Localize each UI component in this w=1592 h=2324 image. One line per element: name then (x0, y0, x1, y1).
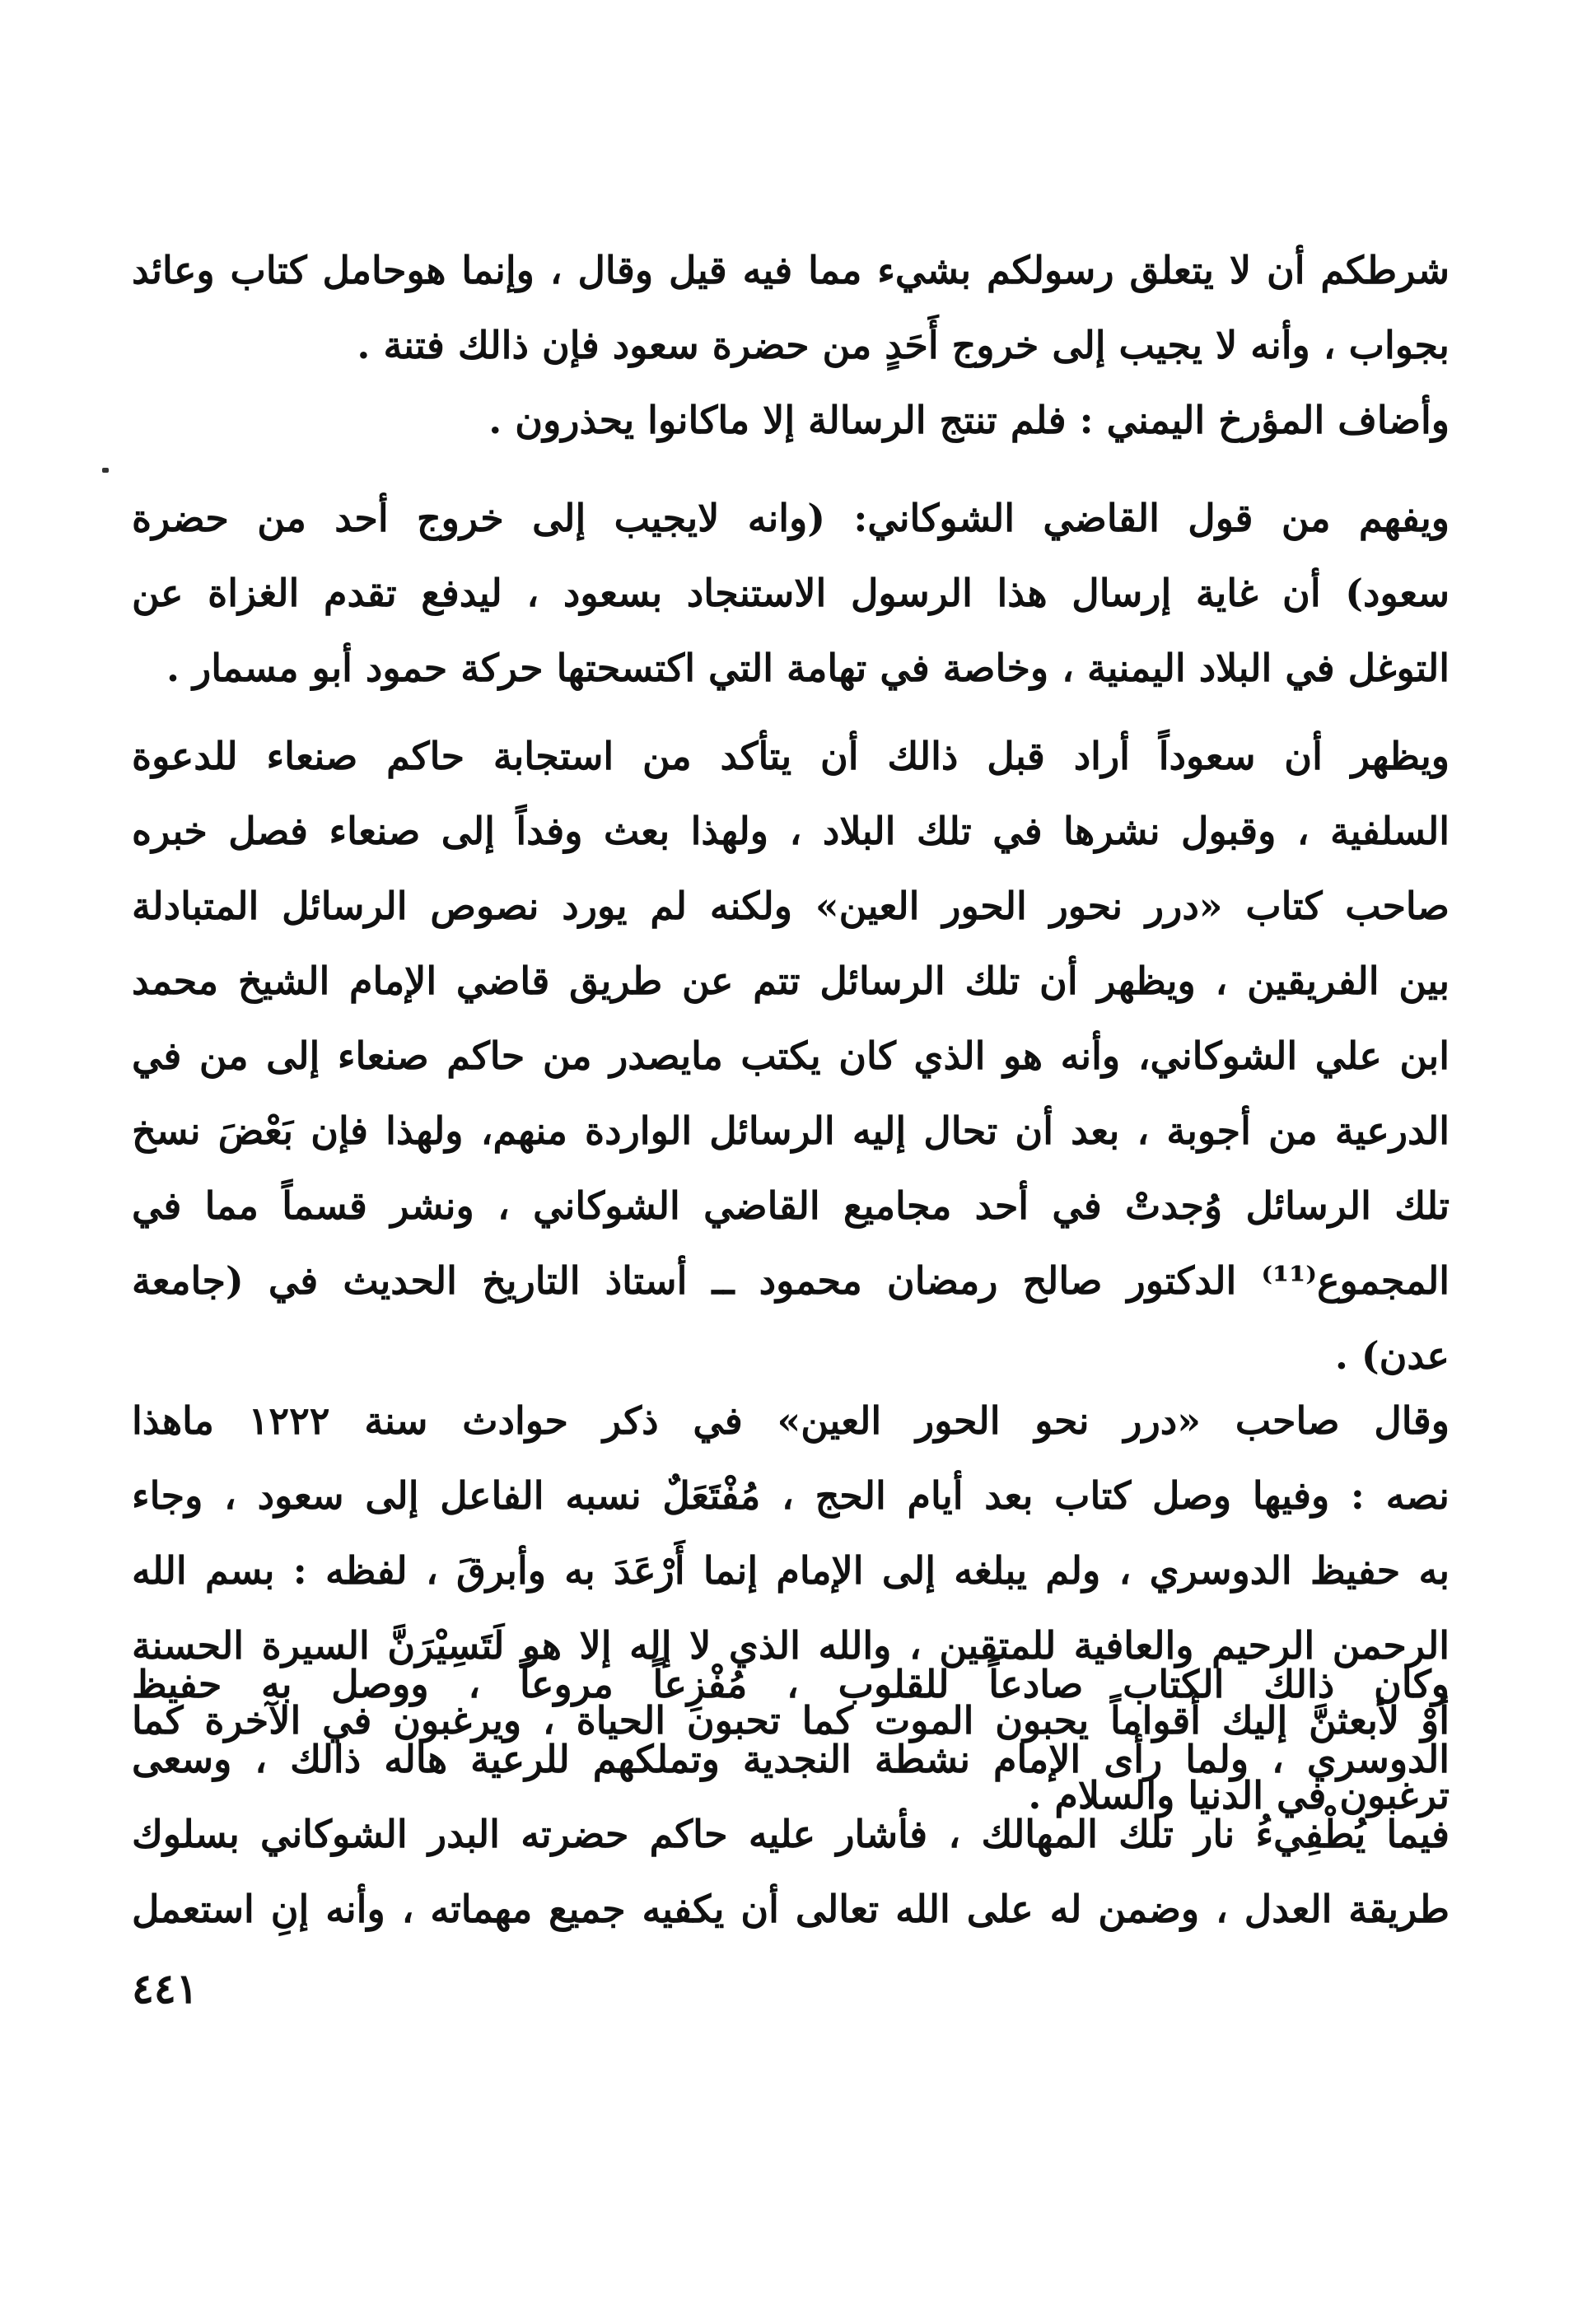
page-number: ٤٤١ (132, 1964, 198, 2013)
text-line: نصه : وفيها وصل كتاب بعد أيام الحج ، مُفْتَعَلٌ نسبه الفاعل إلى سعود ، وجاء (132, 1473, 1450, 1518)
paragraph-1 (132, 233, 1450, 458)
text-line: التوغل في البلاد اليمنية ، وخاصة في تهامة التي اكتسحتها حركة حمود أبو مسمار . (166, 646, 1450, 690)
text-line: وقال صاحب «درر نحو الحور العين» في ذكر حوادث سنة ١٢٢٢ ماهذا (132, 1398, 1450, 1443)
paragraph-2 (132, 481, 1450, 706)
text-line: بين الفريقين ، ويظهر أن تلك الرسائل تتم عن طريق قاضي الإمام الشيخ محمد (132, 959, 1450, 1003)
text-line: ويظهر أن سعوداً أراد قبل ذالك أن يتأكد من استجابة حاكم صنعاء للدعوة (132, 734, 1450, 778)
text-line: المجموع⁽¹¹⁾ الدكتور صالح رمضان محمود ــ أستاذ التاريخ الحديث في (جامعة (132, 1258, 1450, 1303)
text-line: فيما يُطْفِيءُ نار تلك المهالك ، فأشار عليه حاكم حضرته البدر الشوكاني بسلوك (132, 1812, 1450, 1856)
text-line: الرحمن الرحيم والعافية للمتقين ، والله الذي لا إله إلا هو لَتَسِيْرَنَّ السيرة الحسنة (132, 1623, 1450, 1668)
paragraph-5 (132, 1647, 1450, 1947)
text-line: الدوسري ، ولما رأى الإمام نشطة النجدية وتملكهم للرعية هاله ذالك ، وسعى (132, 1737, 1450, 1781)
paragraph-3 (132, 719, 1450, 1393)
text-line: تلك الرسائل وُجدتْ في أحد مجاميع القاضي الشوكاني ، ونشر قسماً مما في (132, 1183, 1450, 1228)
text-line: طريقة العدل ، وضمن له على الله تعالى أن يكفيه جميع مهماته ، وأنه إنِ استعمل (132, 1887, 1450, 1931)
text-line: أوْ لأبعثنَّ إليك أقواماً يحبون الموت كما تحبون الحياة ، ويرغبون في الآخرة كما (132, 1698, 1450, 1743)
text-line: صاحب كتاب «درر نحور الحور العين» ولكنه لم يورد نصوص الرسائل المتبادلة (132, 884, 1450, 928)
text-line: وكان ذالك الكتاب صادعاً للقلوب ، مُفْزِعاً مروعاً ، ووصل به حفيظ (132, 1662, 1450, 1706)
text-line: سعود) أن غاية إرسال هذا الرسول الاستنجاد بسعود ، ليدفع تقدم الغزاة عن (132, 571, 1450, 615)
text-line: به حفيظ الدوسري ، ولم يبلغه إلى الإمام إنما أَرْعَدَ به وأبرقَ ، لفظه : بسم الله (132, 1548, 1450, 1593)
text-line: وأضاف المؤرخ اليمني : فلم تنتج الرسالة إلا ماكانوا يحذرون . (488, 398, 1450, 442)
text-line: شرطكم أن لا يتعلق رسولكم بشيء مما فيه قيل وقال ، وإنما هوحامل كتاب وعائد (132, 248, 1450, 292)
text-line: السلفية ، وقبول نشرها في تلك البلاد ، ولهذا بعث وفداً إلى صنعاء فصل خبره (132, 809, 1450, 853)
text-line: الدرعية من أجوبة ، بعد أن تحال إليه الرسائل الواردة منهم، ولهذا فإن بَعْضَ نسخ (132, 1108, 1450, 1153)
text-line: ويفهم من قول القاضي الشوكاني: (وانه لايجيب إلى خروج أحد من حضرة (132, 496, 1450, 540)
text-line: ابن علي الشوكاني، وأنه هو الذي كان يكتب مايصدر من حاكم صنعاء إلى من في (132, 1034, 1450, 1078)
text-line: ترغبون في الدنيا والسلام . (1028, 1773, 1450, 1818)
margin-ink-mark (102, 468, 109, 473)
text-line: بجواب ، وأنه لا يجيب إلى خروج أَحَدٍ من حضرة سعود فإن ذالك فتنة . (357, 323, 1450, 367)
text-line: عدن) . (1334, 1333, 1450, 1378)
